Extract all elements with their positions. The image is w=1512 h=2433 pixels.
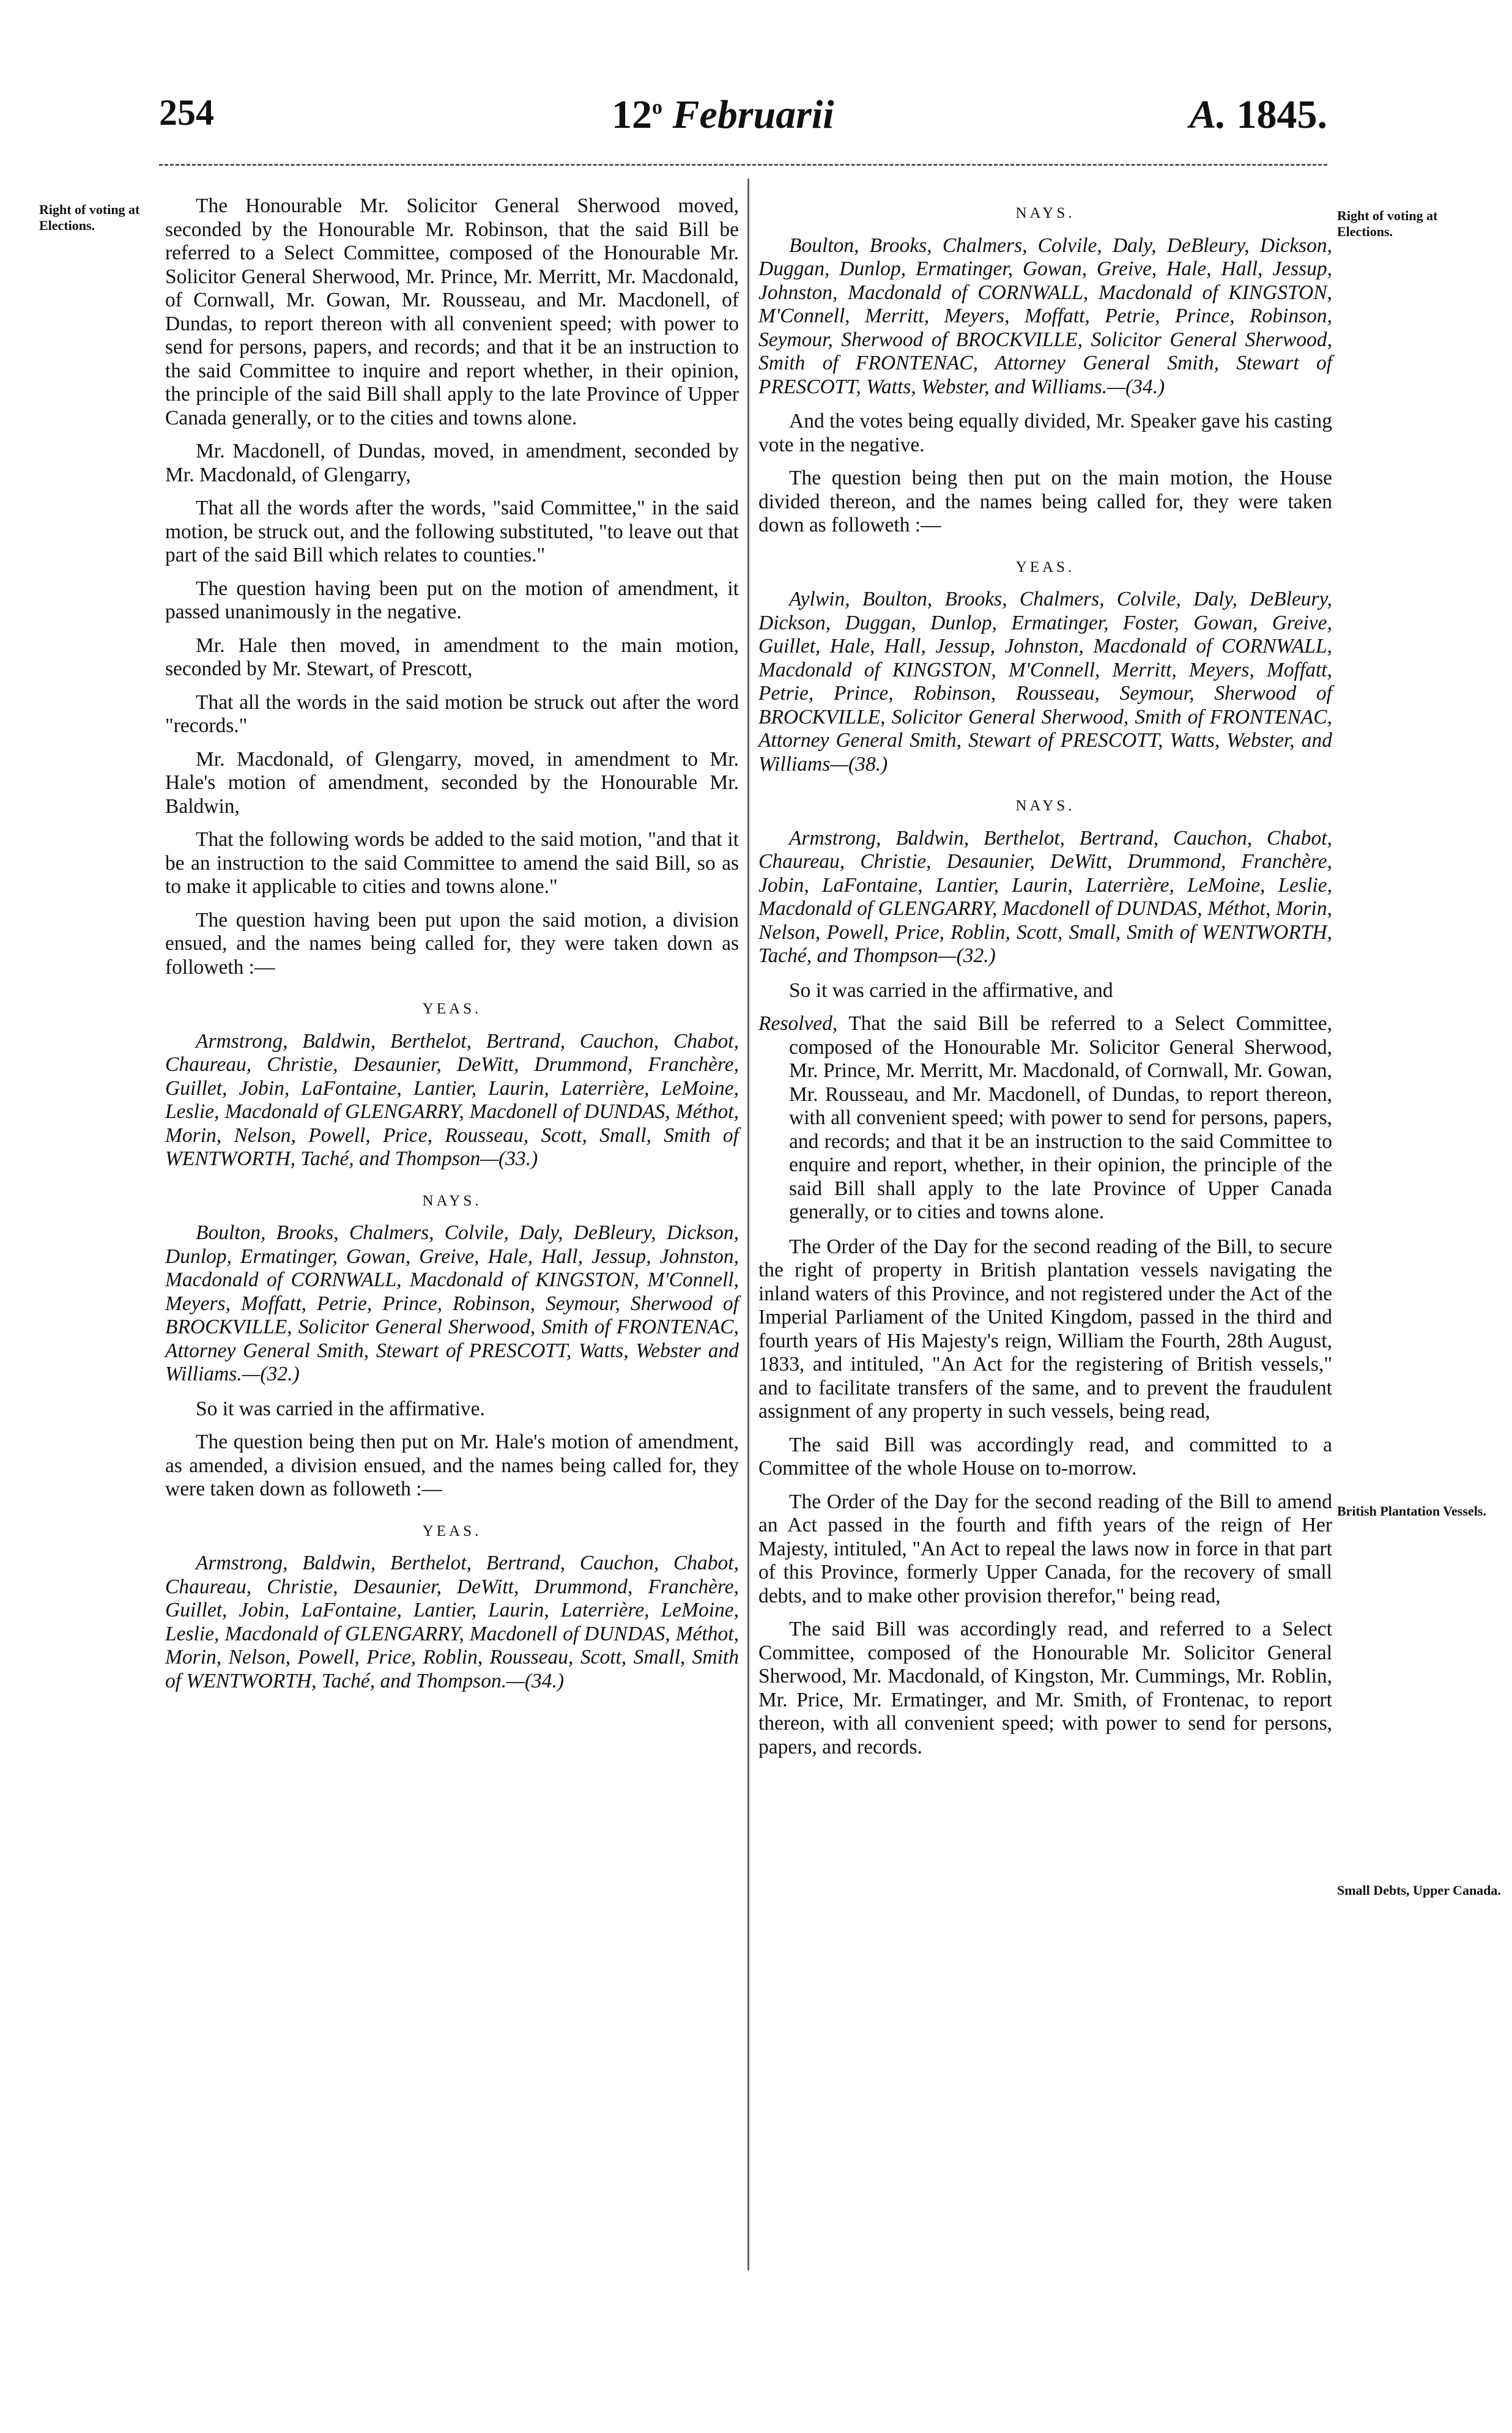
margin-note-small-debts: Small Debts, Upper Canada. [1337, 1883, 1501, 1898]
paragraph: So it was carried in the affirmative. [196, 1397, 485, 1420]
margin-note-voting-left: Right of voting at Elections. [39, 202, 140, 233]
nays-heading: NAYS. [1015, 798, 1075, 814]
vote-names-list: Armstrong, Baldwin, Berthelot, Bertrand, Cauchon, Chabot, Chaureau, Christie, Desaunier, DeWitt, Drummond, Franchère, Guillet, Jobin, LaFontaine, Lantier, Laurin, Laterrière, LeMoine, Leslie, Macdonald of GLENGARRY, Macdonell of DUNDAS, Méthot, Morin, Nelson, Powell, Price, Roblin, Rousseau, Scott, Small, Smith of WENTWORTH, Taché, and Thompson.—(34.) [165, 1552, 739, 1692]
paragraph: Mr. Macdonald, of Glengarry, moved, in amendment to Mr. Hale's motion of amendment, seconded by the Honourable Mr. Baldwin, [165, 747, 739, 818]
paragraph: Mr. Hale then moved, in amendment to the main motion, seconded by Mr. Stewart, of Prescott, [165, 634, 739, 680]
date-word: Februarii [672, 92, 834, 137]
page-year [1189, 92, 1327, 138]
vote-names-list: Boulton, Brooks, Chalmers, Colvile, Daly, DeBleury, Dickson, Dunlop, Ermatinger, Gowan, Greive, Hale, Hall, Jessup, Johnston, Macdonald of CORNWALL, Macdonald of KINGSTON, M'Connell, Meyers, Moffatt, Petrie, Prince, Robinson, Seymour, Sherwood of BROCKVILLE, Solicitor General Sherwood, Smith of FRONTENAC, Attorney General Smith, Stewart of PRESCOTT, Watts, Webster and Williams.—(32.) [165, 1221, 739, 1385]
resolution-paragraph [758, 1012, 1332, 1224]
paragraph: So it was carried in the affirmative, and [789, 979, 1113, 1002]
year-letter: A. [1189, 92, 1226, 137]
yeas-heading: YEAS. [422, 1001, 482, 1017]
resolution-text: That the said Bill be referred to a Select Committee, composed of the Honourable Mr. Solicitor General Sherwood, Mr. Prince, Mr. Merritt, Mr. Macdonald, of Cornwall, Mr. Gowan, Mr. Rousseau, and Mr. Macdonell, of Dundas, to report thereon, with all convenient speed; with power to send for persons, papers, and records; and that it be an instruction to the said Committee to enquire and report, whether, in their opinion, the principle of the said Bill shall apply to the late Province of Upper Canada generally, or to cities and towns alone. [789, 1012, 1332, 1223]
page-header [159, 92, 1327, 153]
date-number: 12 [612, 92, 652, 137]
resolved-label: Resolved, [758, 1012, 838, 1035]
margin-note-plantation-vessels: British Plantation Vessels. [1337, 1503, 1486, 1519]
paragraph: The Order of the Day for the second reading of the Bill to amend an Act passed in the fourth and fifth years of the reign of Her Majesty, intituled, "An Act to repeal the laws now in force in that part of this Province, formerly Upper Canada, for the recovery of small debts, and to make other provision therefor," being read, [758, 1490, 1332, 1607]
vote-names-list: Boulton, Brooks, Chalmers, Colvile, Daly, DeBleury, Dickson, Duggan, Dunlop, Ermatinger, Gowan, Greive, Hale, Hall, Jessup, Johnston, Macdonald of CORNWALL, Macdonald of KINGSTON, M'Connell, Merritt, Meyers, Moffatt, Petrie, Prince, Robinson, Seymour, Sherwood of BROCKVILLE, Solicitor General Sherwood, Smith of FRONTENAC, Attorney General Smith, Stewart of PRESCOTT, Watts, Webster, and Williams.—(34.) [758, 234, 1332, 398]
paragraph: That all the words after the words, "said Committee," in the said motion, be struck out, and the following substituted, "to leave out that part of the said Bill which relates to counties." [165, 497, 739, 566]
vote-names-list: Armstrong, Baldwin, Berthelot, Bertrand, Cauchon, Chabot, Chaureau, Christie, Desaunier, DeWitt, Drummond, Franchère, Guillet, Jobin, LaFontaine, Lantier, Laurin, Laterrière, LeMoine, Leslie, Macdonald of GLENGARRY, Macdonell of DUNDAS, Méthot, Morin, Nelson, Powell, Price, Rousseau, Scott, Small, Smith of WENTWORTH, Taché, and Thompson—(33.) [165, 1029, 739, 1170]
vote-names-list: Armstrong, Baldwin, Berthelot, Bertrand, Cauchon, Chabot, Chaureau, Christie, Desaunier, DeWitt, Drummond, Franchère, Jobin, LaFontaine, Lantier, Laurin, Laterrière, LeMoine, Leslie, Macdonald of GLENGARRY, Macdonell of DUNDAS, Méthot, Morin, Nelson, Powell, Price, Roblin, Scott, Small, Smith of WENTWORTH, Taché, and Thompson—(32.) [758, 826, 1332, 967]
paragraph: The question being then put on the main motion, the House divided thereon, and the names being called for, they were taken down as followeth :— [758, 467, 1332, 536]
nays-heading: NAYS. [1015, 205, 1075, 221]
paragraph: And the votes being equally divided, Mr. Speaker gave his casting vote in the negative. [758, 410, 1332, 456]
vote-names-list: Aylwin, Boulton, Brooks, Chalmers, Colvile, Daly, DeBleury, Dickson, Duggan, Dunlop, Ermatinger, Foster, Gowan, Greive, Guillet, Hale, Hall, Jessup, Johnston, Macdonald of CORNWALL, Macdonald of KINGSTON, M'Connell, Merritt, Meyers, Moffatt, Petrie, Prince, Robinson, Rousseau, Seymour, Sherwood of BROCKVILLE, Solicitor General Sherwood, Smith of FRONTENAC, Attorney General Smith, Stewart of PRESCOTT, Watts, Webster, and Williams—(38.) [758, 588, 1332, 776]
page-number: 254 [159, 92, 214, 133]
margin-note-voting-right: Right of voting at Elections. [1337, 208, 1438, 239]
right-column [758, 202, 1332, 1769]
paragraph: The Order of the Day for the second reading of the Bill, to secure the right of property in British plantation vessels navigating the inland waters of this Province, and not registered under the Act of the Imperial Parliament of the United Kingdom, passed in the third and fourth years of His Majesty's reign, William the Fourth, 28th August, 1833, and intituled, "An Act for the registering of British vessels," and to facilitate transfers of the same, and to prevent the fraudulent assignment of any property in such vessels, being read, [758, 1235, 1332, 1423]
paragraph: That the following words be added to the said motion, "and that it be an instruction to the said Committee to amend the said Bill, so as to make it applicable to cities and towns alone." [165, 828, 739, 898]
column-divider [747, 179, 749, 2270]
left-column [165, 194, 739, 1704]
year-number: 1845. [1236, 92, 1327, 137]
page-date [612, 92, 834, 138]
paragraph: The question having been put upon the said motion, a division ensued, and the names being called for, they were taken down as followeth :— [165, 908, 739, 979]
paragraph: The said Bill was accordingly read, and referred to a Select Committee, composed of the Honourable Mr. Solicitor General Sherwood, Mr. Macdonald, of Kingston, Mr. Cummings, Mr. Roblin, Mr. Price, Mr. Ermatinger, and Mr. Smith, of Frontenac, to report thereon, with all convenient speed; with power to send for persons, papers, and records. [758, 1618, 1332, 1758]
paragraph: The Honourable Mr. Solicitor General Sherwood moved, seconded by the Honourable Mr. Robinson, that the said Bill be referred to a Select Committee, composed of the Honourable Mr. Solicitor General Sherwood, Mr. Prince, Mr. Merritt, Mr. Macdonald, of Cornwall, Mr. Gowan, Mr. Rousseau, and Mr. Macdonell, of Dundas, to report thereon with all convenient speed; with power to send for persons, papers, and records; and that it be an instruction to the said Committee to inquire and report whether, in their opinion, the principle of the said Bill shall apply to the late Province of Upper Canada generally, or to the cities and towns alone. [165, 194, 739, 429]
paragraph: The said Bill was accordingly read, and committed to a Committee of the whole House on to-morrow. [758, 1433, 1332, 1479]
date-superscript: o [652, 96, 662, 119]
paragraph: Mr. Macdonell, of Dundas, moved, in amendment, seconded by Mr. Macdonald, of Glengarry, [165, 440, 739, 486]
nays-heading: NAYS. [422, 1192, 482, 1209]
yeas-heading: YEAS. [1015, 558, 1075, 576]
paragraph: The question being then put on Mr. Hale's motion of amendment, as amended, a division ensued, and the names being called for, they were taken down as followeth :— [165, 1431, 739, 1500]
header-rule [159, 164, 1327, 166]
paragraph: The question having been put on the motion of amendment, it passed unanimously in the negative. [165, 577, 739, 623]
yeas-heading: YEAS. [422, 1522, 482, 1539]
paragraph: That all the words in the said motion be struck out after the word "records." [165, 691, 739, 737]
